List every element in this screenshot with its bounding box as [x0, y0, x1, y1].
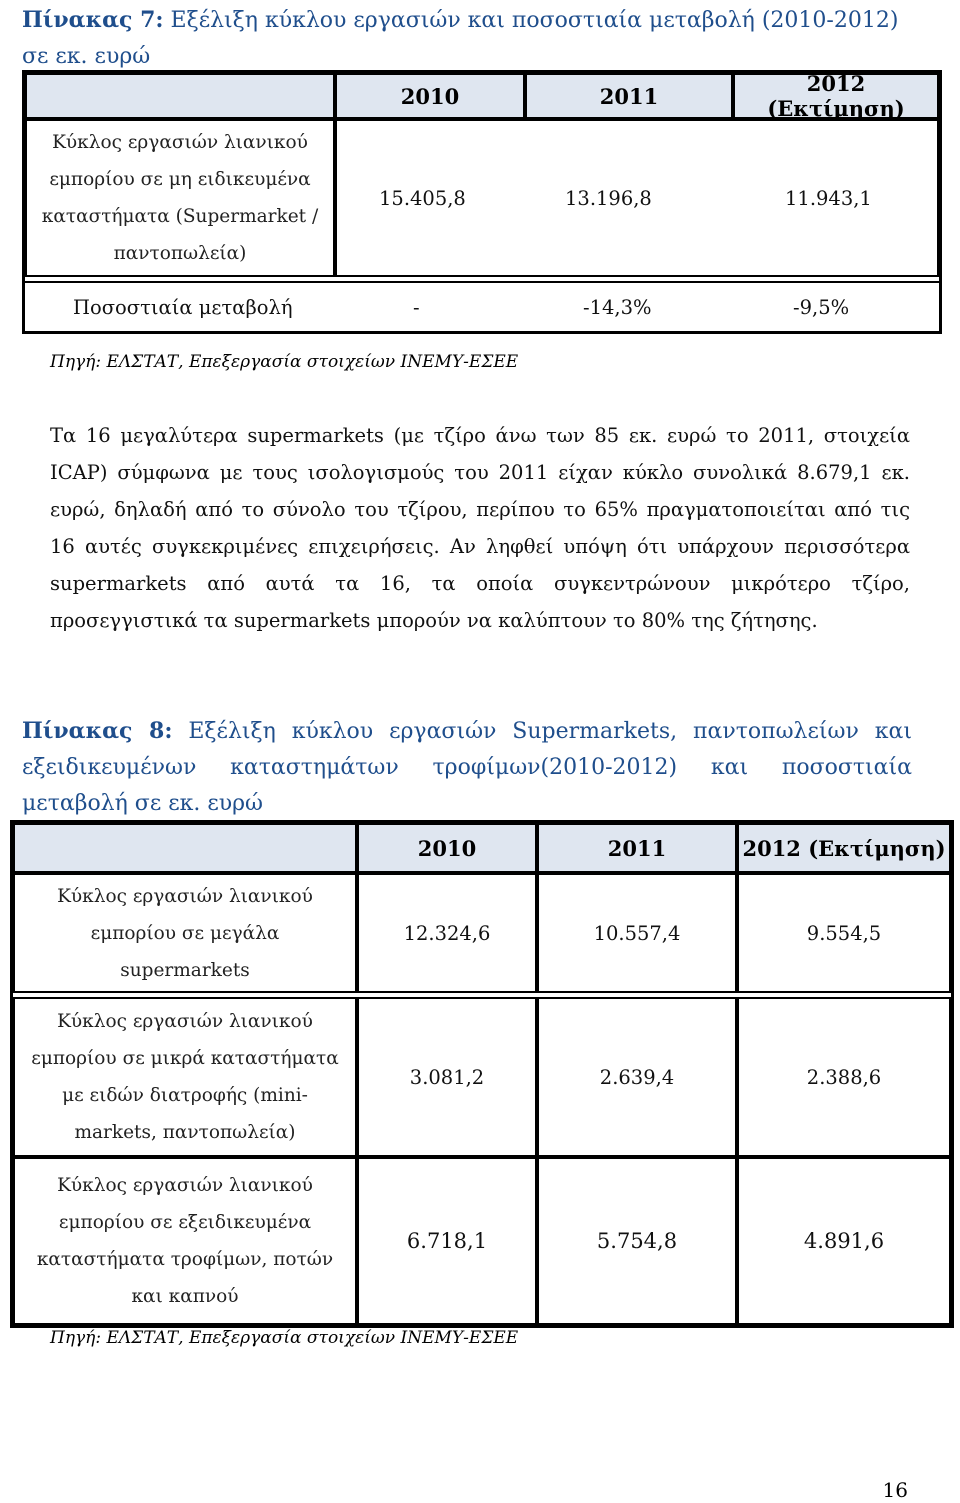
table8-row3-label: Κύκλος εργασιών λιανικού εμπορίου σε εξειδικευμένα καταστήματα τροφίμων, ποτών και καπνού — [13, 1157, 357, 1325]
table7-value-2012: 11.943,1 — [785, 186, 872, 210]
table7-caption-lead: Πίνακας 7: — [22, 7, 164, 33]
table7-header-2010: 2010 — [335, 73, 525, 119]
table8-caption-lead: Πίνακας 8: — [22, 718, 173, 744]
table8-header-2012: 2012 (Εκτίμηση) — [737, 823, 951, 873]
table7-value-2011: 13.196,8 — [565, 186, 652, 210]
table8-corner-cell — [13, 823, 357, 873]
table8-header-2010: 2010 — [357, 823, 537, 873]
table7-change-2011: -14,3% — [583, 295, 652, 319]
table7-header-2011: 2011 — [525, 73, 733, 119]
table8-row2-2010: 3.081,2 — [357, 997, 537, 1157]
table7-change-label: Ποσοστιαία μεταβολή — [73, 295, 293, 319]
table8-row1-2012: 9.554,5 — [737, 873, 951, 993]
table7-header-2012: 2012 (Εκτίμηση) — [733, 73, 939, 119]
page-number: 16 — [882, 1478, 908, 1502]
table7-change-row — [25, 281, 939, 331]
table8-row3-2012: 4.891,6 — [737, 1157, 951, 1325]
table7-corner-cell — [25, 73, 335, 119]
table8-row1-label: Κύκλος εργασιών λιανικού εμπορίου σε μεγάλα supermarkets — [13, 873, 357, 993]
table7-caption-text: Εξέλιξη κύκλου εργασιών και ποσοστιαία μεταβολή (2010-2012) σε εκ. ευρώ — [22, 8, 899, 69]
table8-row1-2011: 10.557,4 — [537, 873, 737, 993]
table8-row3-2010: 6.718,1 — [357, 1157, 537, 1325]
table8-row1-2010: 12.324,6 — [357, 873, 537, 993]
table8-caption-text: Εξέλιξη κύκλου εργασιών Supermarkets, παντοπωλείων και εξειδικευμένων καταστημάτων τροφίμων(2010-2012) και ποσοστιαία μεταβολή σε εκ. ευρώ — [22, 719, 912, 816]
table7-change-2010: - — [413, 295, 420, 319]
table7-caption — [22, 2, 912, 75]
table8-row2-2012: 2.388,6 — [737, 997, 951, 1157]
table7-row-label: Κύκλος εργασιών λιανικού εμπορίου σε μη ειδικευμένα καταστήματα (Supermarket / παντοπωλεία) — [25, 119, 335, 277]
body-paragraph: Τα 16 μεγαλύτερα supermarkets (με τζίρο άνω των 85 εκ. ευρώ το 2011, στοιχεία ICAP) σύμφωνα με τους ισολογισμούς του 2011 είχαν κύκλο συνολικά 8.679,1 εκ. ευρώ, δηλαδή από το σύνολο του τζίρου, περίπου το 65% πραγματοποιείται από τις 16 αυτές συγκεκριμένες επιχειρήσεις. Αν ληφθεί υπόψη ότι υπάρχουν περισσότερα supermarkets από αυτά τα 16, τα οποία συγκεντρώνουν μικρότερο τζίρο, προσεγγιστικά τα supermarkets μπορούν να καλύπτουν το 80% της ζήτησης. — [50, 424, 910, 632]
table7 — [22, 70, 942, 334]
table7-change-2012: -9,5% — [793, 295, 850, 319]
table7-row-values — [335, 119, 939, 277]
table8-row2-2011: 2.639,4 — [537, 997, 737, 1157]
table8-header-2011: 2011 — [537, 823, 737, 873]
table8-source: Πηγή: ΕΛΣΤΑΤ, Επεξεργασία στοιχείων ΙΝΕΜΥ-ΕΣΕΕ — [50, 1328, 519, 1348]
table8-row3-2011: 5.754,8 — [537, 1157, 737, 1325]
table7-value-2010: 15.405,8 — [379, 186, 466, 210]
table8-row2-label: Κύκλος εργασιών λιανικού εμπορίου σε μικρά καταστήματα με ειδών διατροφής (mini-markets, παντοπωλεία) — [13, 997, 357, 1157]
table7-source: Πηγή: ΕΛΣΤΑΤ, Επεξεργασία στοιχείων ΙΝΕΜΥ-ΕΣΕΕ — [50, 352, 519, 372]
table8 — [10, 820, 954, 1328]
table8-caption — [22, 713, 912, 822]
